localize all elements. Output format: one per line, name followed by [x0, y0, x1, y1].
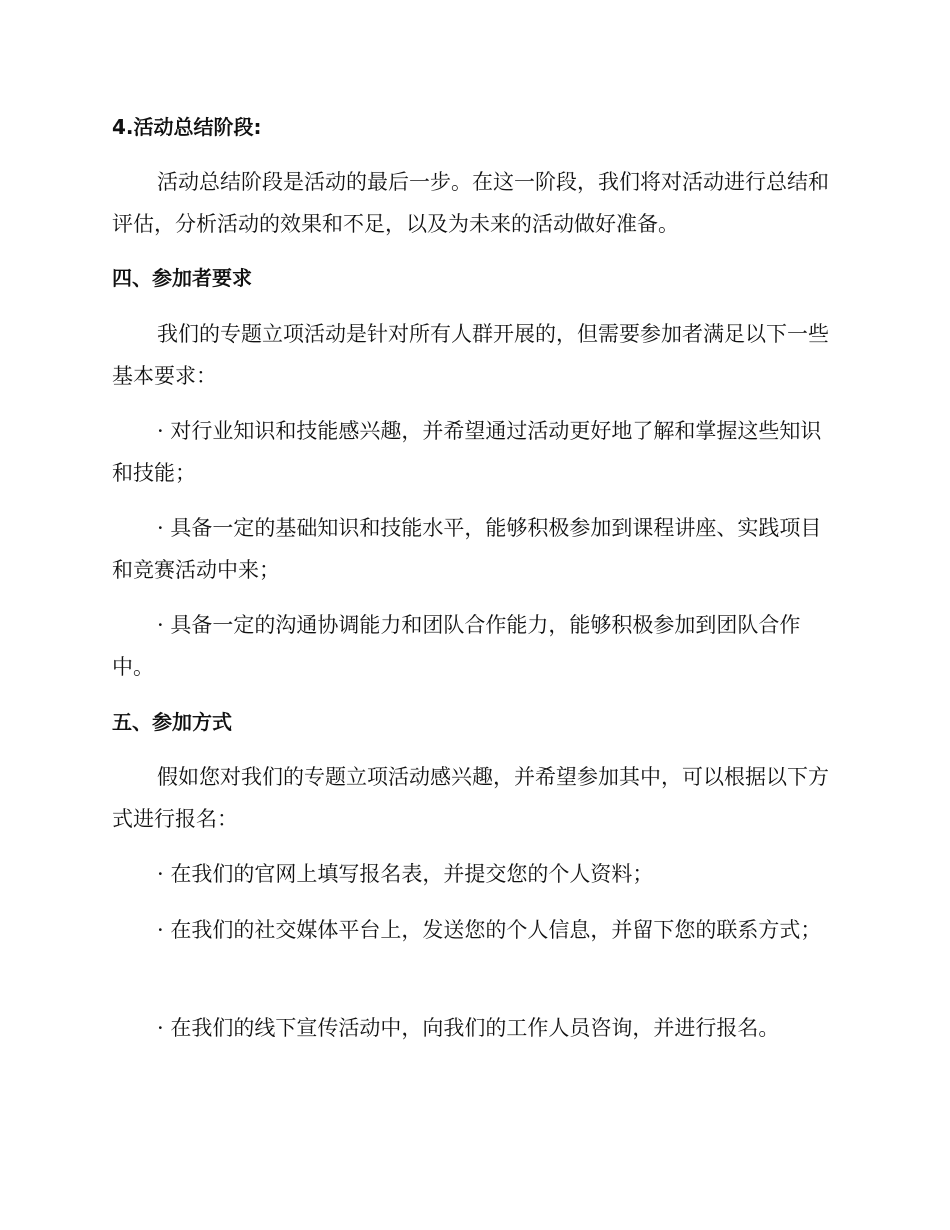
- paragraph-summary-stage: 活动总结阶段是活动的最后一步。在这一阶段，我们将对活动进行总结和评估，分析活动的效果和不足，以及为未来的活动做好准备。: [112, 170, 829, 236]
- heading-participation-method: 五、参加方式: [112, 710, 232, 734]
- bullet-method-3: · 在我们的线下宣传活动中，向我们的工作人员咨询，并进行报名。: [157, 1016, 780, 1040]
- bullet-method-1: · 在我们的官网上填写报名表，并提交您的个人资料；: [157, 862, 654, 886]
- paragraph-requirements-intro: 我们的专题立项活动是针对所有人群开展的，但需要参加者满足以下一些基本要求：: [112, 322, 829, 388]
- bullet-requirement-3: · 具备一定的沟通协调能力和团队合作能力，能够积极参加到团队合作中。: [112, 613, 801, 679]
- bullet-method-2: · 在我们的社交媒体平台上，发送您的个人信息，并留下您的联系方式；: [157, 918, 822, 942]
- bullet-requirement-1: · 对行业知识和技能感兴趣，并希望通过活动更好地了解和掌握这些知识和技能；: [112, 419, 822, 485]
- heading-participant-requirements: 四、参加者要求: [112, 266, 252, 290]
- bullet-requirement-2: · 具备一定的基础知识和技能水平，能够积极参加到课程讲座、实践项目和竞赛活动中来；: [112, 516, 822, 582]
- paragraph-method-intro: 假如您对我们的专题立项活动感兴趣，并希望参加其中，可以根据以下方式进行报名：: [112, 765, 829, 831]
- heading-summary-stage: 4.活动总结阶段:: [112, 115, 262, 139]
